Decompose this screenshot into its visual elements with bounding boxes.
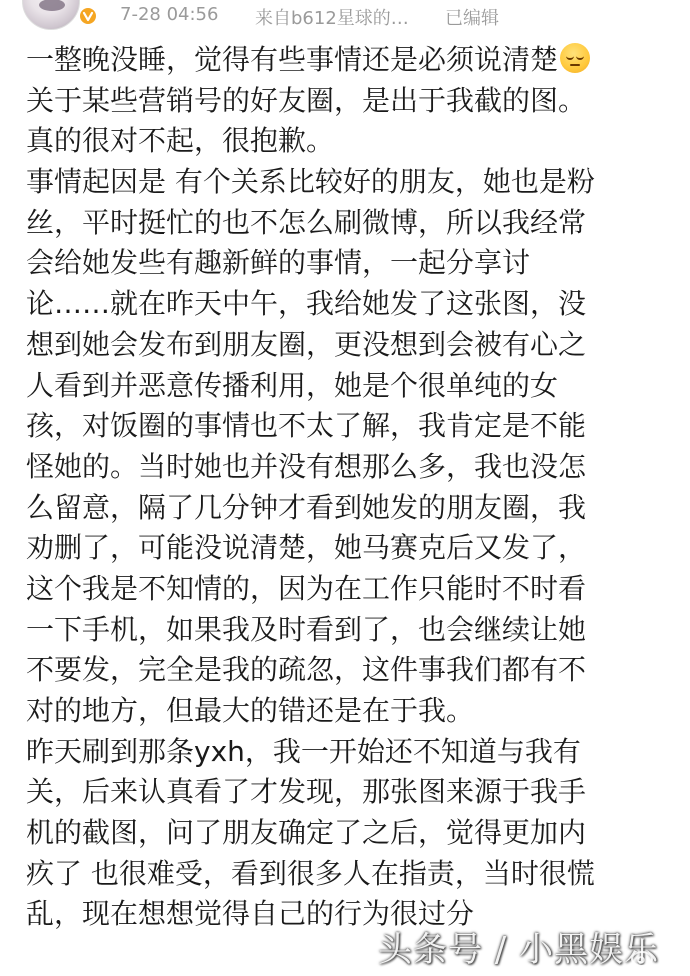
verified-v-icon xyxy=(78,6,98,26)
text-line: 事情起因是 有个关系比较好的朋友，她也是粉 xyxy=(26,165,595,199)
text-line: 疚了 也很难受，看到很多人在指责，当时很慌 xyxy=(26,856,595,890)
text-line: 人看到并恶意传播利用，她是个很单纯的女 xyxy=(26,368,559,402)
avatar-image-detail xyxy=(39,0,65,11)
edited-label[interactable]: 已编辑 xyxy=(445,8,499,29)
text-line: 丝，平时挺忙的也不怎么刷微博，所以我经常 xyxy=(26,205,587,239)
post-meta-bar xyxy=(0,0,690,34)
paragraph-3 xyxy=(26,732,674,935)
text-line: 乱，现在想想觉得自己的行为很过分 xyxy=(26,897,475,931)
text-line: 昨天刷到那条yxh，我一开始还不知道与我有 xyxy=(26,734,581,768)
post-source-text: 来自b612星球的… xyxy=(255,8,409,29)
text-line: 一下手机，如果我及时看到了，也会继续让她 xyxy=(26,612,587,646)
paragraph-2 xyxy=(26,162,674,732)
toutiao-watermark: 头条号 / 小黑娱乐 xyxy=(378,930,660,970)
text-line-content: 一整晚没睡，觉得有些事情还是必须说清楚 xyxy=(26,43,559,76)
pensive-face-emoji-icon xyxy=(560,43,590,73)
text-line: 机的截图，问了朋友确定了之后，觉得更加内 xyxy=(26,816,587,850)
text-line: 劝删了，可能没说清楚，她马赛克后又发了， xyxy=(26,531,587,565)
post-content xyxy=(26,40,674,935)
text-line: 不要发，完全是我的疏忽，这件事我们都有不 xyxy=(26,653,587,687)
text-line: 么留意，隔了几分钟才看到她发的朋友圈，我 xyxy=(26,490,587,524)
text-line xyxy=(26,40,674,81)
weibo-logo-icon xyxy=(628,946,684,968)
text-line: 对的地方，但最大的错还是在于我。 xyxy=(26,694,475,727)
text-line: 怪她的。当时她也并没有想那么多，我也没怎 xyxy=(26,449,587,483)
text-line: 关，后来认真看了才发现，那张图来源于我手 xyxy=(26,775,587,809)
text-line: 真的很对不起，很抱歉。 xyxy=(26,124,335,158)
text-line: 论……就在昨天中午，我给她发了这张图，没 xyxy=(26,287,587,321)
text-line: 想到她会发布到朋友圈，更没想到会被有心之 xyxy=(26,327,587,361)
text-line: 关于某些营销号的好友圈，是出于我截的图。 xyxy=(26,83,587,117)
post-source-link[interactable] xyxy=(255,4,409,30)
text-line: 这个我是不知情的，因为在工作只能时不时看 xyxy=(26,571,587,605)
text-line: 孩，对饭圈的事情也不太了解，我肯定是不能 xyxy=(26,409,587,443)
user-avatar[interactable] xyxy=(22,0,80,30)
paragraph-1 xyxy=(26,40,674,162)
text-line: 会给她发些有趣新鲜的事情，一起分享讨 xyxy=(26,246,531,280)
post-timestamp: 7-28 04:56 xyxy=(120,4,219,25)
